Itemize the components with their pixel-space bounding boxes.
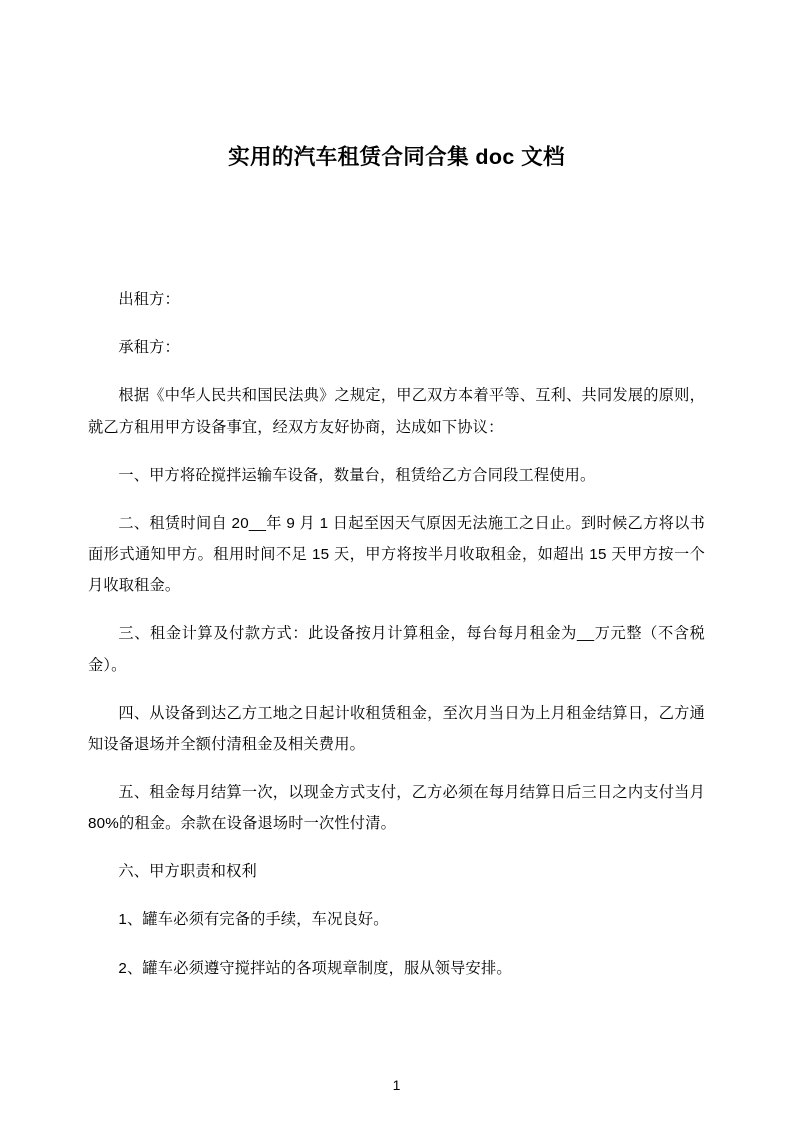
paragraph-clause-5: 五、租金每月结算一次，以现金方式支付，乙方必须在每月结算日后三日之内支付当月 80%的租金。余款在设备退场时一次性付清。 bbox=[88, 783, 705, 833]
paragraph-clause-4: 四、从设备到达乙方工地之日起计收租赁租金，至次月当日为上月租金结算日，乙方通知设备退场并全额付清租金及相关费用。 bbox=[88, 704, 705, 753]
paragraph-preamble: 根据《中华人民共和国民法典》之规定，甲乙双方本着平等、互利、共同发展的原则，就乙方租用甲方设备事宜，经双方友好协商，达成如下协议： bbox=[88, 387, 705, 436]
paragraph-clause-6-1: 1、罐车必须有完备的手续，车况良好。 bbox=[118, 911, 389, 929]
page-number: 1 bbox=[392, 1077, 401, 1093]
paragraph-clause-1: 一、甲方将砼搅拌运输车设备，数量台，租赁给乙方合同段工程使用。 bbox=[118, 466, 596, 484]
paragraph-clause-3: 三、租金计算及付款方式：此设备按月计算租金，每台每月租金为__万元整（不含税金）。 bbox=[88, 625, 705, 674]
paragraph-clause-2: 二、租赁时间自 20__年 9 月 1 日起至因天气原因无法施工之日止。到时候乙方将以书面形式通知甲方。租用时间不足 15 天，甲方将按半月收取租金，如超出 15 天甲方按一个月收取租金。 bbox=[88, 514, 705, 595]
page-title: 实用的汽车租赁合同合集 doc 文档 bbox=[228, 145, 565, 169]
title-spacer bbox=[88, 172, 705, 284]
paragraph-lessor: 出租方： bbox=[118, 291, 180, 309]
paragraph-clause-6-2: 2、罐车必须遵守搅拌站的各项规章制度，服从领导安排。 bbox=[118, 959, 512, 977]
paragraph-clause-6: 六、甲方职责和权利 bbox=[118, 863, 257, 881]
paragraph-lessee: 承租方： bbox=[118, 339, 180, 357]
